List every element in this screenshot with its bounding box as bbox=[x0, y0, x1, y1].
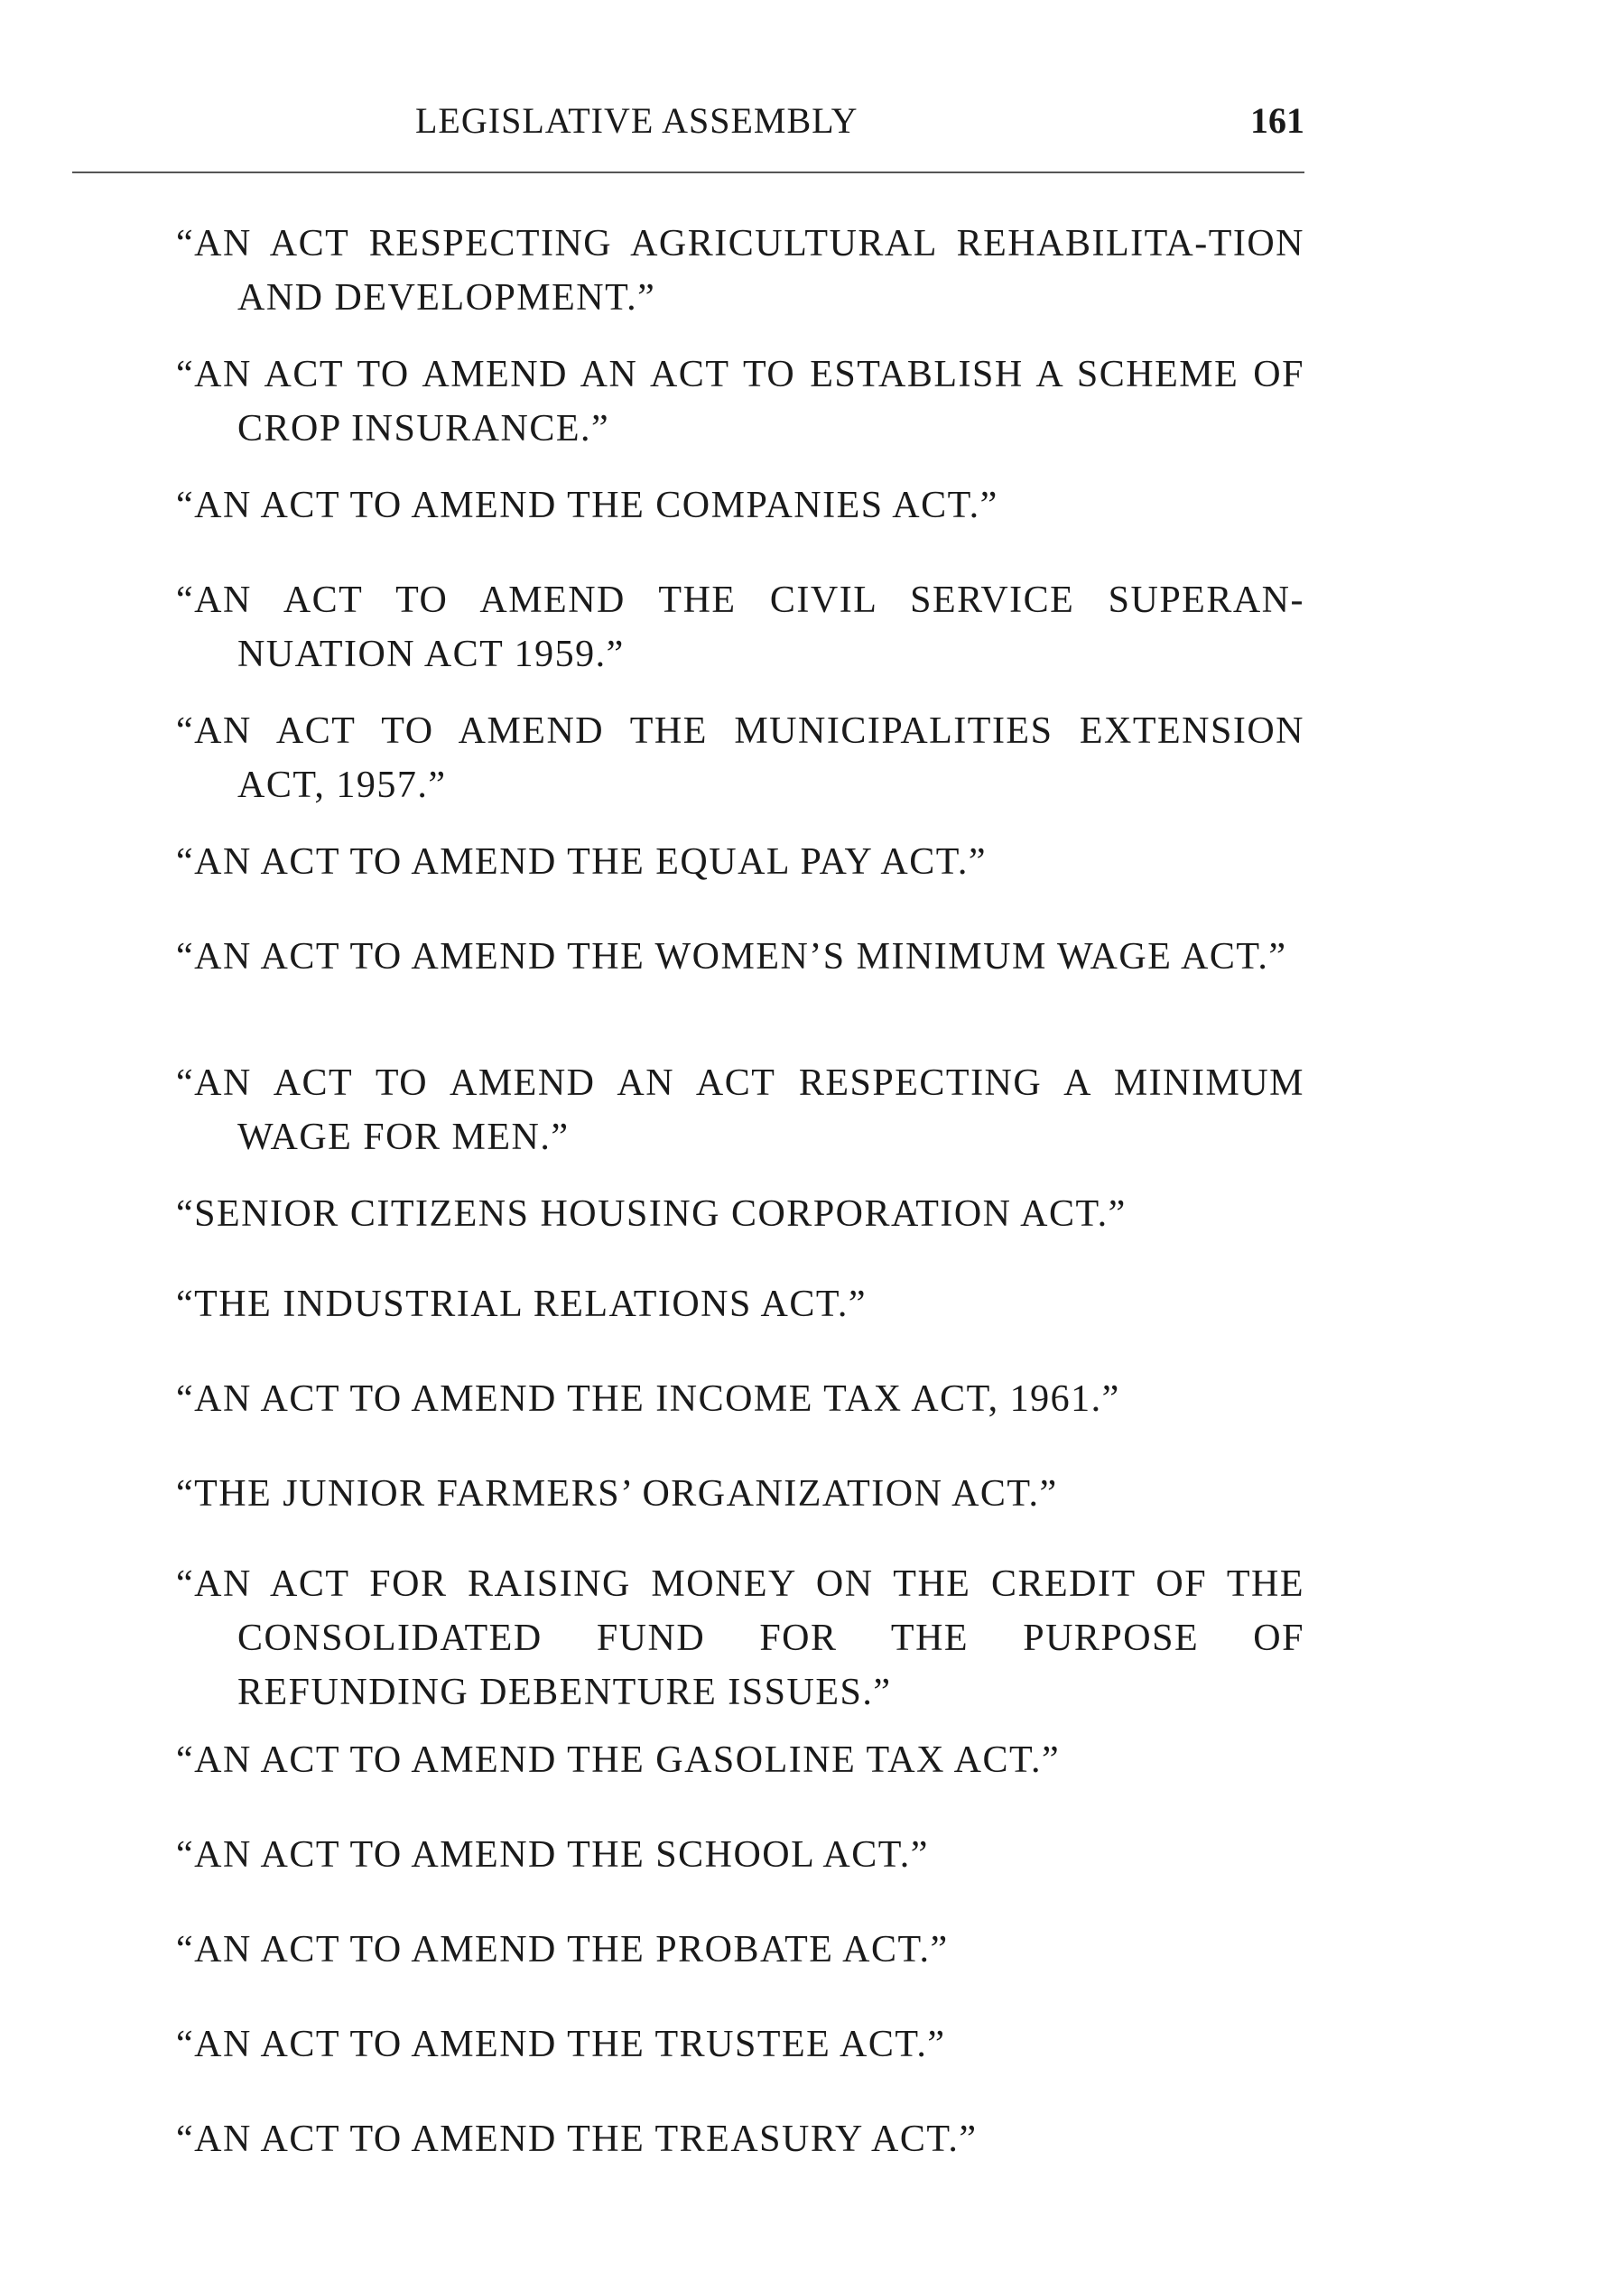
act-entry: “AN ACT TO AMEND THE PROBATE ACT.” bbox=[176, 1929, 949, 1970]
act-entry: “AN ACT TO AMEND THE TRUSTEE ACT.” bbox=[176, 2024, 946, 2065]
act-entry: “AN ACT TO AMEND THE COMPANIES ACT.” bbox=[176, 485, 998, 526]
act-entry: “SENIOR CITIZENS HOUSING CORPORATION ACT.” bbox=[176, 1193, 1127, 1235]
act-entry: “AN ACT FOR RAISING MONEY ON THE CREDIT OF THE CONSOLIDATED FUND FOR THE PURPOSE OF REFUNDING DEBENTURE ISSUES.” bbox=[176, 1563, 1304, 1713]
running-title: LEGISLATIVE ASSEMBLY bbox=[415, 100, 858, 141]
act-entry: “AN ACT TO AMEND THE EQUAL PAY ACT.” bbox=[176, 841, 987, 883]
act-entry: “AN ACT TO AMEND AN ACT TO ESTABLISH A SCHEME OF CROP INSURANCE.” bbox=[176, 354, 1304, 450]
act-entry: “AN ACT TO AMEND AN ACT RESPECTING A MINIMUM WAGE FOR MEN.” bbox=[176, 1062, 1304, 1158]
act-entry: “THE JUNIOR FARMERS’ ORGANIZATION ACT.” bbox=[176, 1473, 1058, 1515]
act-entry: “AN ACT TO AMEND THE WOMEN’S MINIMUM WAGE ACT.” bbox=[176, 936, 1287, 978]
act-entry: “AN ACT TO AMEND THE INCOME TAX ACT, 1961.” bbox=[176, 1378, 1120, 1420]
page-number: 161 bbox=[1250, 100, 1304, 141]
act-entry: “AN ACT TO AMEND THE TREASURY ACT.” bbox=[176, 2119, 978, 2160]
act-entry: “THE INDUSTRIAL RELATIONS ACT.” bbox=[176, 1284, 868, 1325]
act-entry: “AN ACT RESPECTING AGRICULTURAL REHABILITA-TION AND DEVELOPMENT.” bbox=[176, 223, 1304, 319]
act-entry: “AN ACT TO AMEND THE GASOLINE TAX ACT.” bbox=[176, 1739, 1061, 1781]
act-entry: “AN ACT TO AMEND THE CIVIL SERVICE SUPERAN-NUATION ACT 1959.” bbox=[176, 580, 1304, 675]
act-entry: “AN ACT TO AMEND THE MUNICIPALITIES EXTENSION ACT, 1957.” bbox=[176, 710, 1304, 806]
act-entry: “AN ACT TO AMEND THE SCHOOL ACT.” bbox=[176, 1834, 929, 1876]
